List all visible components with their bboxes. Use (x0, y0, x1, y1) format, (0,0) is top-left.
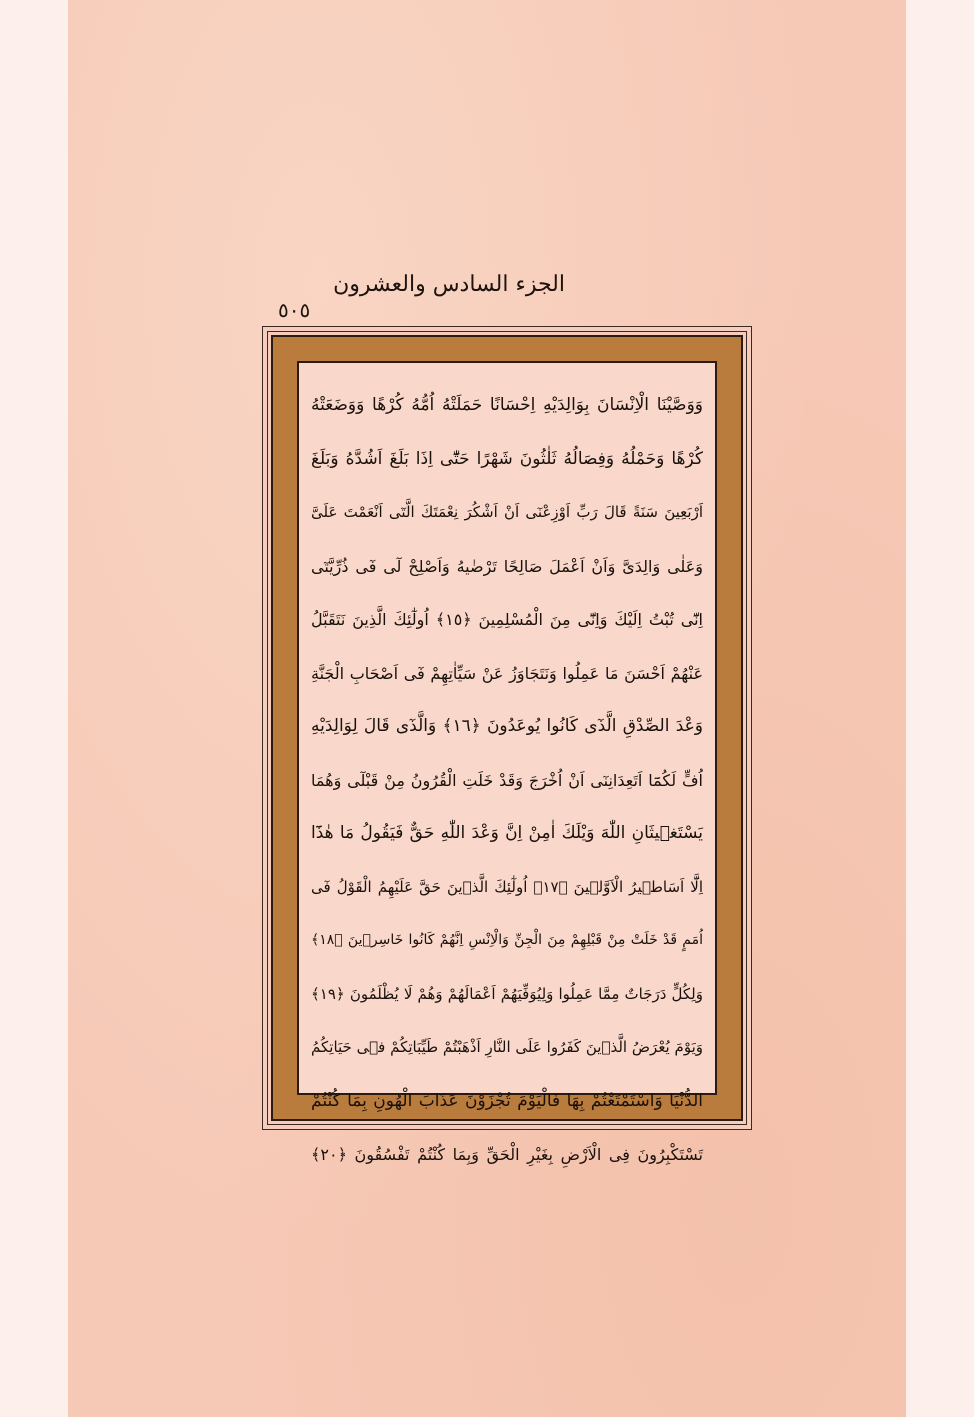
page-number: ٥٠٥ (278, 298, 311, 322)
left-margin-strip (0, 0, 68, 1417)
verse-line: يَسْتَغٖيثَانِ اللّٰهَ وَيْلَكَ اٰمِنْ اِنَّ وَعْدَ اللّٰهِ حَقٌّ فَيَقُولُ مَا هٰذَٓا (311, 823, 703, 843)
verse-line: اُفٍّ لَكُمَٓا اَتَعِدَانِنٓى اَنْ اُخْرَجَ وَقَدْ خَلَتِ الْقُرُونُ مِنْ قَبْلٓى وَهُمَا (311, 770, 703, 790)
verse-line: اَرْبَعِينَ سَنَةً قَالَ رَبِّ اَوْزِعْنٓى اَنْ اَشْكُرَ نِعْمَتَكَ الَّتٓى اَنْعَمْتَ عَلَىَّ (311, 503, 703, 521)
verse-line: اِلَّٓا اَسَاطٖيرُ الْاَوَّلٖينَ ﴿١٧﴾ اُولٰٓئِكَ الَّذٖينَ حَقَّ عَلَيْهِمُ الْقَوْلُ فٓى (311, 877, 703, 896)
verse-line: الدُّنْيَا وَاسْتَمْتَعْتُمْ بِهَا فَالْيَوْمَ تُجْزَوْنَ عَذَابَ الْهُونِ بِمَا كُنْتُمْ (311, 1090, 703, 1111)
juz-header-title: الجزء السادس والعشرون (333, 272, 565, 297)
verse-line: تَسْتَكْبِرُونَ فِى الْاَرْضِ بِغَيْرِ الْحَقِّ وَبِمَا كُنْتُمْ تَفْسُقُونَ ﴿٢٠﴾ (311, 1145, 703, 1164)
verse-line: اُمَمٍ قَدْ خَلَتْ مِنْ قَبْلِهِمْ مِنَ الْجِنِّ وَالْاِنْسِ اِنَّهُمْ كَانُوا خَاسِرٖينَ ﴿١٨﴾ (311, 932, 703, 948)
verse-line: وَلِكُلٍّ دَرَجَاتٌ مِمَّا عَمِلُوا وَلِيُوَفِّيَهُمْ اَعْمَالَهُمْ وَهُمْ لَا يُظْلَمُونَ ﴿١٩﴾ (311, 984, 703, 1003)
text-frame (262, 326, 752, 1164)
text-panel (297, 361, 717, 1164)
gold-border-band (271, 335, 743, 1164)
verse-line: وَوَصَّيْنَا الْاِنْسَانَ بِوَالِدَيْهِ اِحْسَانًا حَمَلَتْهُ اُمُّهُ كُرْهًا وَوَضَعَتْهُ (311, 395, 703, 415)
right-margin-strip (906, 0, 974, 1417)
verse-line: وَيَوْمَ يُعْرَضُ الَّذٖينَ كَفَرُوا عَلَى النَّارِ اَذْهَبْتُمْ طَيِّبَاتِكُمْ فٖى حَيَاتِكُمُ (311, 1038, 703, 1056)
verse-line: اِنّٓى تُبْتُ اِلَيْكَ وَاِنّٓى مِنَ الْمُسْلِمِينَ ﴿١٥﴾ اُولٰٓئِكَ الَّذِينَ نَتَقَبَّلُ (311, 610, 703, 629)
verse-line: وَعَلٰى وَالِدَىَّ وَاَنْ اَعْمَلَ صَالِحًا تَرْضٰيهُ وَاَصْلِحْ لٓى فٓى ذُرِّيَّتٓى (311, 556, 703, 576)
verse-line: عَنْهُمْ اَحْسَنَ مَا عَمِلُوا وَنَتَجَاوَزُ عَنْ سَيِّاٰتِهِمْ فٓى اَصْحَابِ الْجَنَّةِ (311, 663, 703, 683)
verse-line: كُرْهًا وَحَمْلُهُ وَفِصَالُهُ ثَلٰثُونَ شَهْرًا حَتّٰٓى اِذَا بَلَغَ اَشُدَّهُ وَبَلَغَ (311, 448, 703, 469)
verse-line: وَعْدَ الصِّدْقِ الَّذٓى كَانُوا يُوعَدُونَ ﴿١٦﴾ وَالَّذٓى قَالَ لِوَالِدَيْهِ (311, 716, 703, 736)
verse-text-body (311, 379, 703, 1164)
